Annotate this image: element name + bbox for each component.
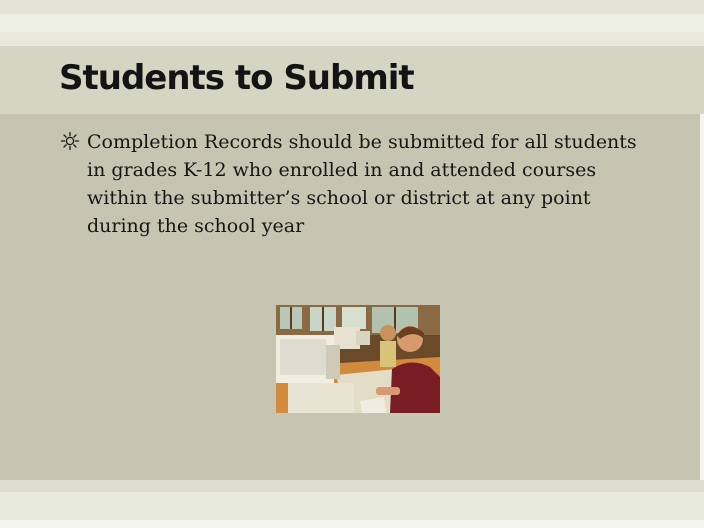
- bullet-text: Completion Records should be submitted for all students in grades K-12 who enrolled in and attended courses within the submitter’s school or district at any point during the school year: [87, 131, 637, 237]
- slide-title: Students to Submit: [59, 58, 414, 98]
- top-stripe: [0, 0, 704, 14]
- bottom-stripe: [0, 492, 704, 520]
- sun-bullet-icon: [60, 131, 80, 151]
- classroom-computer-photo: [276, 305, 440, 413]
- top-stripe: [0, 14, 704, 32]
- top-stripe: [0, 32, 704, 46]
- bottom-stripe: [0, 520, 704, 528]
- bottom-stripe: [0, 480, 704, 492]
